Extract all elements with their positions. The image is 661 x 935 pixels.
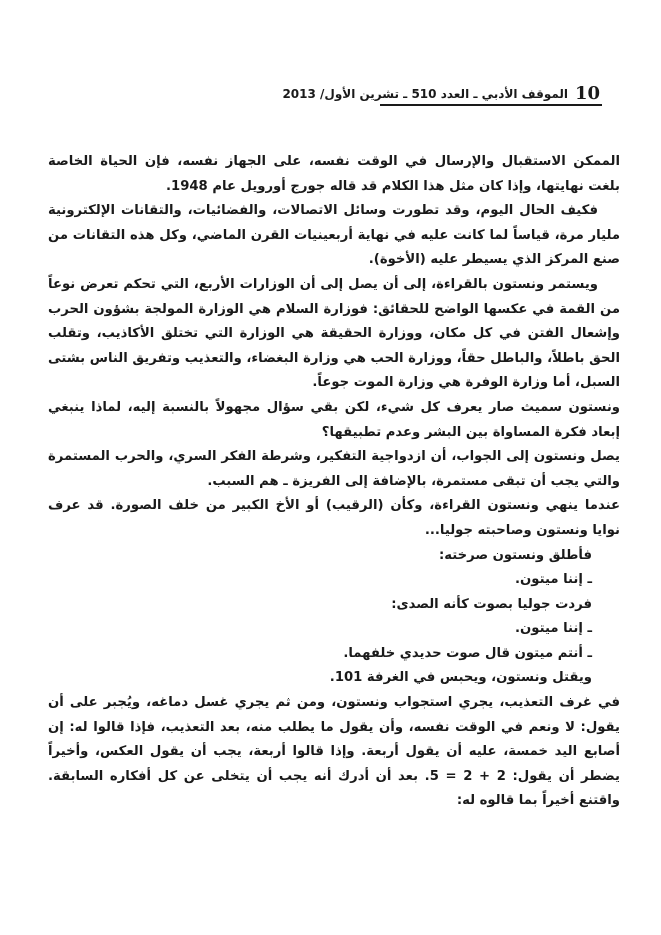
paragraph: يصل ونستون إلى الجواب، أن ازدواجية التفكير، وشرطة الفكر السري، والحرب المستمرة والتي يجب أن تبقى مستمرة، بالإضافة إلى الفريزة ـ هم السبب. <box>48 449 620 489</box>
header-rule <box>380 104 602 106</box>
page-number: 10 <box>574 83 600 104</box>
page-header <box>282 83 602 106</box>
article-body <box>48 150 620 814</box>
journal-title: الموقف الأدبي ـ العدد 510 ـ تشرين الأول/ 2013 <box>282 87 568 101</box>
paragraph: فكيف الحال اليوم، وقد تطورت وسائل الاتصالات، والفضائيات، والتقانات الإلكترونية مليار مرة، قياساً لما كانت عليه في نهاية أربعينيات القرن الماضي، وكل هذه التقانات من صنع المركز الذي يسيطر عليه (الأخوة). <box>48 203 620 268</box>
paragraph: في غرف التعذيب، يجري استجواب ونستون، ومن ثم يجري غسل دماغه، ويُجبر على أن يقول: لا ونعم في الوقت نفسه، وأن يقول ما يطلب منه، بعد التعذيب، فإذا قالوا له: إن أصابع اليد خمسة، عليه أن يقول أربعة. وإذا قالوا أربعة، يجب أن يقول العكس، وأخيراً يضطر أن يقول: 2 + 2 = 5. بعد أن أدرك أنه يجب أن يتخلى عن كل أفكاره السابقة. واقتنع أخيراً بما قالوه له: <box>48 695 620 809</box>
paragraph: الممكن الاستقبال والإرسال في الوقت نفسه، على الجهاز نفسه، فإن الحياة الخاصة بلغت نهايتها، وإذا كان مثل هذا الكلام قد قاله جورج أورويل عام 1948. <box>48 154 620 194</box>
dialog-line: فأطلق ونستون صرخته: <box>438 547 592 563</box>
paragraph: ويستمر ونستون بالقراءة، إلى أن يصل إلى أن الوزارات الأربع، التي تحكم تعرض نوعاً من القمة في عكسها الواضح للحقائق: فوزارة السلام هي الوزارة المولجة بشؤون الحرب وإشعال الفتن في كل مكان، ووزارة الحقيقة هي الوزارة التي تختلق الأكاذيب، وتقلب الحق باطلاً، والباطل حقاً، ووزارة الحب هي وزارة البغضاء، والتعذيب وتفريق الناس بشتى السبل، أما وزارة الوفرة هي وزارة الموت جوعاً. <box>48 276 620 391</box>
dialog-line: ـ إننا ميتون. <box>515 621 592 637</box>
paragraph: ونستون سميث صار يعرف كل شيء، لكن بقي سؤال مجهولاً بالنسبة إليه، لماذا ينبغي إبعاد فكرة المساواة بين البشر وعدم تطبيقها؟ <box>48 399 620 440</box>
dialog-line: ـ أنتم ميتون قال صوت حديدي خلفهما. <box>343 645 592 661</box>
dialog-line: ـ إننا ميتون. <box>515 572 592 588</box>
dialog-line: ويقتل ونستون، ويحبس في الغرفة 101. <box>329 670 592 686</box>
dialog-line: فردت جوليا بصوت كأنه الصدى: <box>391 596 592 612</box>
paragraph: عندما ينهي ونستون القراءة، وكأن (الرقيب) أو الأخ الكبير من خلف الصورة. قد عرف نوايا ونستون وصاحبته جوليا... <box>48 498 620 538</box>
